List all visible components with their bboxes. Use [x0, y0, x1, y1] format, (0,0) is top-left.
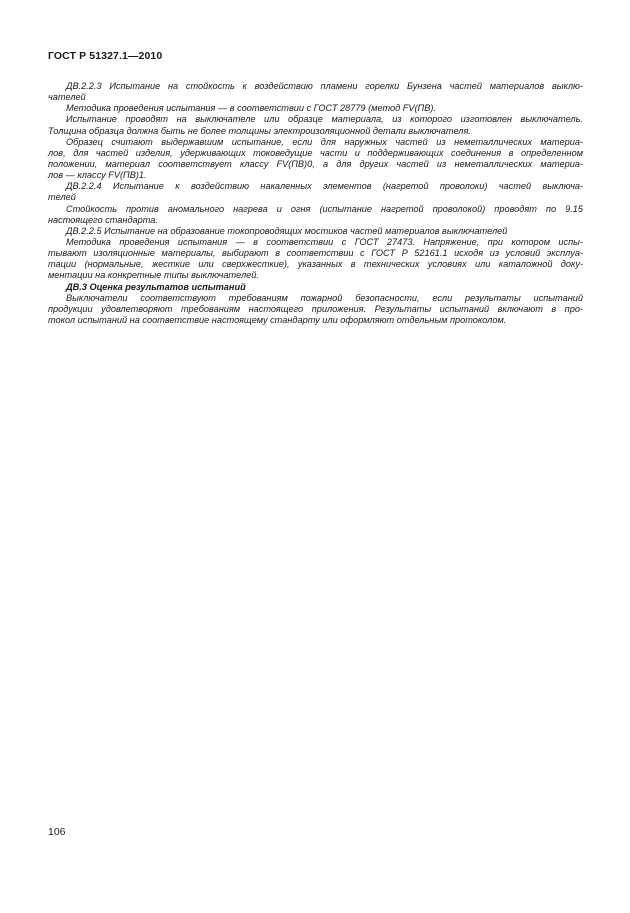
text-line: Толщина образца должна быть не более толщины электроизоляционной детали выключателя.: [48, 125, 471, 136]
text-line: Образец считают выдержавшим испытание, если для наружных частей из неметаллических материа-: [66, 136, 583, 147]
text-line: телей: [48, 192, 76, 203]
text-line: Методика проведения испытания — в соответствии с ГОСТ 28779 (метод FV(ПВ).: [66, 103, 436, 114]
text-line: лов, для частей изделия, удерживающих токоведущие части и поддерживающих соединения в определенном: [48, 147, 583, 158]
document-header: ГОСТ Р 51327.1—2010: [48, 50, 163, 62]
text-line: тывают изоляционные материалы, выбирают в соответствии с ГОСТ Р 52161.1 исходя из условий эксплуа-: [48, 248, 583, 259]
text-line: продукции удовлетворяют требованиям настоящего приложения. Результаты испытаний включают в про-: [48, 303, 583, 314]
text-line: Испытание проводят на выключателе или образце материала, из которого изготовлен выключатель.: [66, 114, 583, 125]
text-line: ДВ.2.2.3 Испытание на стойкость к воздействию пламени горелки Бунзена частей материалов выклю-: [66, 81, 583, 91]
page-number: 106: [48, 826, 66, 838]
text-line: ментации на конкретные типы выключателей.: [48, 270, 259, 281]
text-line: чателей: [48, 92, 86, 103]
text-line: настоящего стандарта.: [48, 214, 158, 225]
section-heading: ДВ.3 Оценка результатов испытаний: [66, 281, 246, 292]
text-line: ДВ.2.2.5 Испытание на образование токопроводящих мостиков частей материалов выключателей: [66, 225, 508, 236]
text-line: положении, материал соответствует классу FV(ПВ)0, а для других частей из неметаллических материа-: [48, 158, 583, 169]
document-body: [48, 81, 583, 326]
text-line: Методика проведения испытания — в соответствии с ГОСТ 27473. Напряжение, при котором испы-: [66, 236, 583, 247]
text-line: ДВ.2.2.4 Испытание к воздействию накаленных элементов (нагретой проволоки) частей выключа-: [66, 181, 583, 192]
text-line: Выключатели соответствуют требованиям пожарной безопасности, если результаты испытаний: [66, 292, 583, 303]
text-line: тации (нормальные, жесткие или сверхжесткие), указанных в технических условиях или каталожной доку-: [48, 259, 583, 270]
text-line: лов — классу FV(ПВ)1.: [48, 170, 147, 181]
text-line: Стойкость против аномального нагрева и огня (испытание нагретой проволокой) проводят по 9.15: [66, 203, 583, 214]
text-line: токол испытаний на соответствие настоящему стандарту или оформляют отдельным протоколом.: [48, 314, 507, 325]
